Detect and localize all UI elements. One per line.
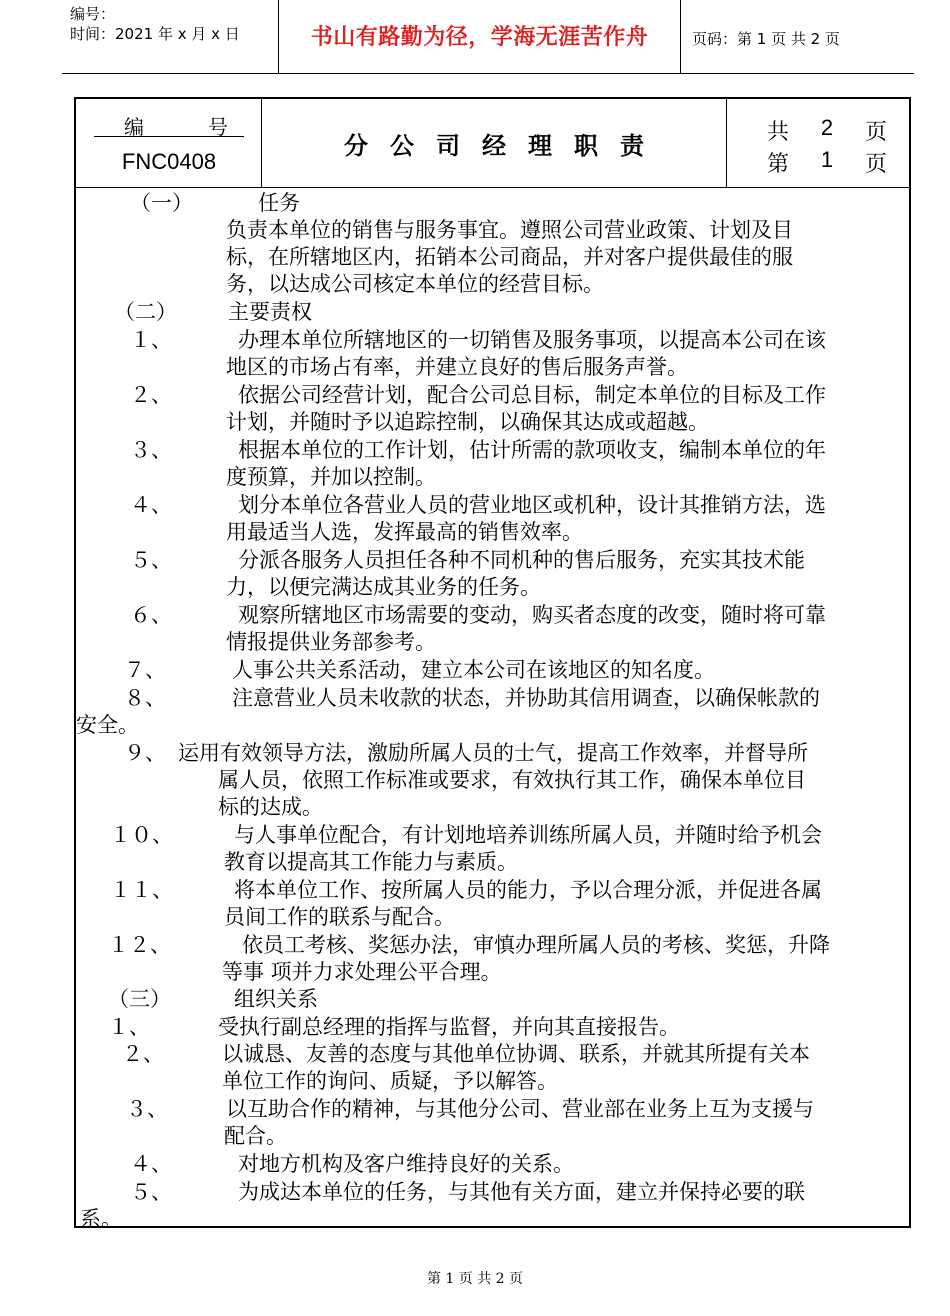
- running-header: [62, 0, 914, 74]
- code-title: [94, 111, 244, 137]
- code-title-char: 编: [124, 115, 144, 139]
- item-line: 根据本单位的工作计划，估计所需的款项收支，编制本单位的年: [238, 438, 826, 462]
- paragraph-line: 负责本单位的销售与服务事宜。遵照公司营业政策、计划及目: [226, 218, 793, 242]
- item-number: １、: [108, 1015, 150, 1039]
- item-number: ９、: [124, 741, 166, 765]
- header-meta: [70, 4, 280, 44]
- section-marker: （一）: [130, 191, 193, 215]
- section-heading: 主要责权: [228, 300, 312, 324]
- item-number: １０、: [110, 823, 173, 847]
- item-number: ５、: [130, 548, 172, 572]
- current-page: [767, 147, 887, 178]
- code-value: FNC0408: [121, 149, 217, 174]
- header-time: 时间：2021 年 x 月 x 日: [70, 25, 240, 43]
- item-line: 等事 项并力求处理公平合理。: [222, 960, 502, 984]
- item-line: 运用有效领导方法，激励所属人员的士气，提高工作效率，并督导所: [178, 741, 808, 765]
- item-line: 划分本单位各营业人员的营业地区或机种，设计其推销方法，选: [238, 493, 826, 517]
- total-label: 共: [767, 120, 790, 145]
- item-line: 教育以提高其工作能力与素质。: [224, 850, 518, 874]
- item-line: 人事公共关系活动，建立本公司在该地区的知名度。: [232, 658, 715, 682]
- total-pages: [767, 115, 887, 146]
- item-number: ３、: [126, 1097, 168, 1121]
- total-number: 2: [820, 115, 834, 140]
- item-line: 用最适当人选，发挥最高的销售效率。: [226, 520, 583, 544]
- code-cell: [76, 99, 262, 187]
- item-line: 观察所辖地区市场需要的变动，购买者态度的改变，随时将可靠: [238, 603, 826, 627]
- header-code-label: 编号：: [70, 5, 116, 23]
- paragraph-line: 务，以达成公司核定本单位的经营目标。: [226, 272, 604, 296]
- title-cell: [262, 99, 727, 187]
- item-line: 受执行副总经理的指挥与监督，并向其直接报告。: [218, 1015, 680, 1039]
- form-header-row: [76, 99, 909, 188]
- item-number: ５、: [130, 1180, 172, 1204]
- item-number: ２、: [122, 1042, 164, 1066]
- item-line: 依员工考核、奖惩办法，审慎办理所属人员的考核、奖惩，升降: [242, 933, 830, 957]
- section-marker: （三）: [108, 987, 171, 1011]
- item-number: １１、: [110, 878, 173, 902]
- item-line: 依据公司经营计划，配合公司总目标，制定本单位的目标及工作: [238, 383, 826, 407]
- item-number: ７、: [124, 658, 166, 682]
- item-line: 为成达本单位的任务，与其他有关方面，建立并保持必要的联: [238, 1180, 805, 1204]
- section-marker: （二）: [114, 300, 177, 324]
- item-number: ２、: [130, 383, 172, 407]
- item-line: 将本单位工作、按所属人员的能力，予以合理分派，并促进各属: [234, 878, 822, 902]
- item-line: 标的达成。: [218, 795, 323, 819]
- item-line: 安全。: [76, 713, 139, 737]
- total-unit: 页: [864, 120, 887, 145]
- item-line: 对地方机构及客户维持良好的关系。: [238, 1152, 574, 1176]
- item-number: １、: [130, 328, 172, 352]
- page-footer: 第 1 页 共 2 页: [426, 1271, 524, 1287]
- page-count-cell: [727, 99, 909, 187]
- paragraph-line: 标，在所辖地区内，拓销本公司商品，并对客户提供最佳的服: [226, 245, 793, 269]
- header-divider: [680, 0, 681, 73]
- item-line: 以诚恳、友善的态度与其他单位协调、联系，并就其所提有关本: [222, 1042, 810, 1066]
- item-number: １２、: [108, 933, 171, 957]
- header-page-info: 页码：第 1 页 共 2 页: [692, 30, 840, 48]
- item-line: 办理本单位所辖地区的一切销售及服务事项，以提高本公司在该: [238, 328, 826, 352]
- item-line: 计划，并随时予以追踪控制，以确保其达成或超越。: [226, 410, 709, 434]
- item-line: 地区的市场占有率，并建立良好的售后服务声誉。: [226, 355, 688, 379]
- item-line: 力，以便完满达成其业务的任务。: [226, 575, 541, 599]
- section-heading: 任务: [258, 191, 300, 215]
- item-line: 单位工作的询问、质疑，予以解答。: [222, 1069, 558, 1093]
- item-line: 分派各服务人员担任各种不同机种的售后服务，充实其技术能: [238, 548, 805, 572]
- current-label: 第: [767, 152, 790, 177]
- item-line: 度预算，并加以控制。: [226, 465, 436, 489]
- item-number: ４、: [130, 1152, 172, 1176]
- current-unit: 页: [864, 152, 887, 177]
- section-heading: 组织关系: [234, 987, 318, 1011]
- item-line: 情报提供业务部参考。: [226, 630, 436, 654]
- item-number: ８、: [124, 686, 166, 710]
- document-title: 分公司经理职责: [344, 130, 666, 160]
- item-line: 员间工作的联系与配合。: [224, 905, 455, 929]
- item-line: 属人员，依照工作标准或要求，有效执行其工作，确保本单位目: [218, 768, 806, 792]
- item-line: 系。: [80, 1207, 122, 1231]
- item-line: 配合。: [224, 1124, 287, 1148]
- item-line: 注意营业人员未收款的状态，并协助其信用调查，以确保帐款的: [232, 686, 820, 710]
- item-line: 以互助合作的精神，与其他分公司、营业部在业务上互为支援与: [226, 1097, 814, 1121]
- item-number: ６、: [130, 603, 172, 627]
- item-number: ３、: [130, 438, 172, 462]
- header-motto: 书山有路勤为径，学海无涯苦作舟: [310, 25, 649, 50]
- current-number: 1: [820, 147, 834, 172]
- duty-form: [74, 97, 911, 1231]
- code-title-char: 号: [208, 115, 228, 139]
- item-line: 与人事单位配合，有计划地培养训练所属人员，并随时给予机会: [234, 823, 822, 847]
- item-number: ４、: [130, 493, 172, 517]
